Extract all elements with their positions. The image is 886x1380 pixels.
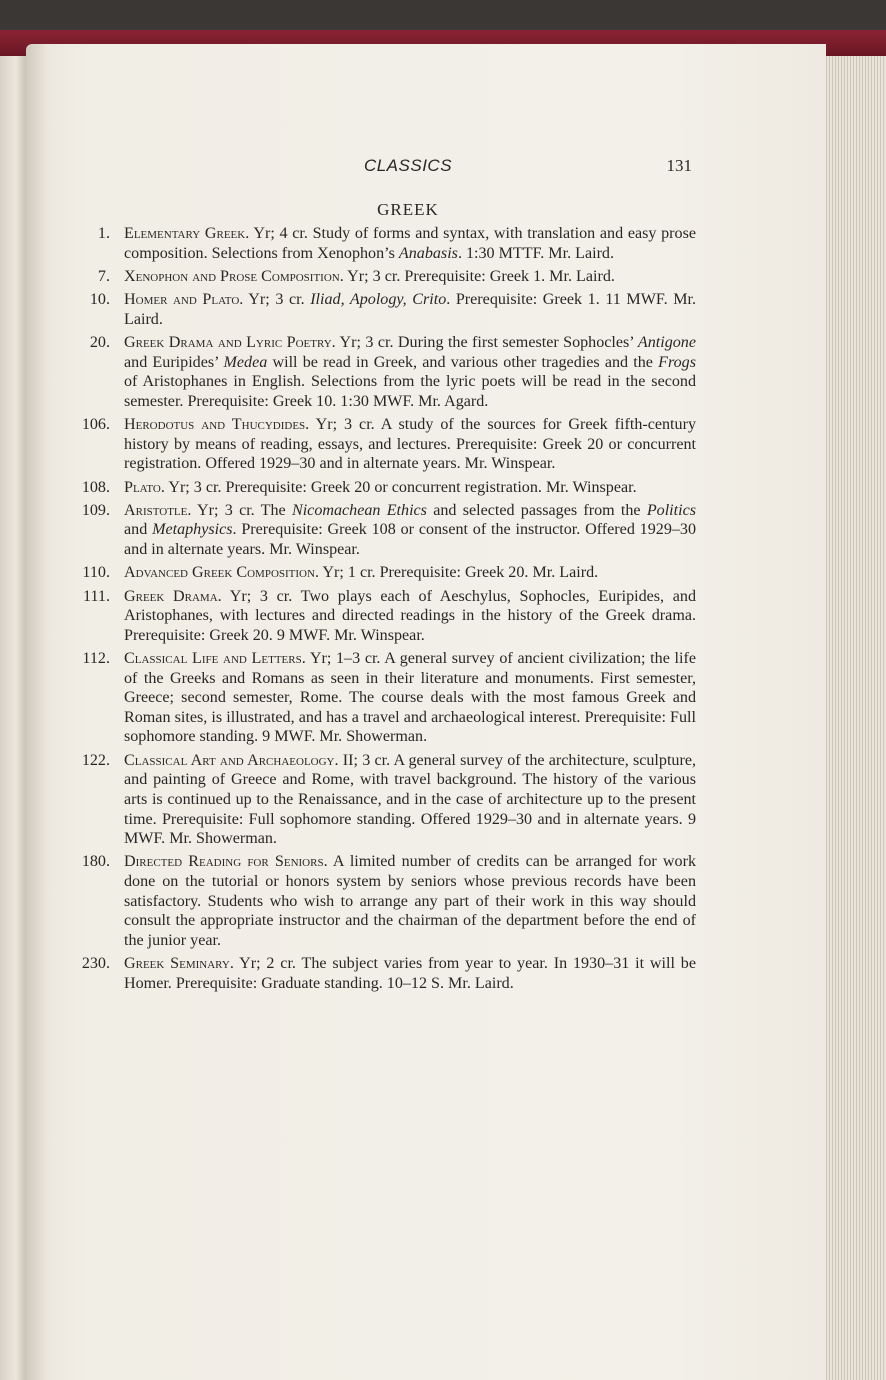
course-entry [74, 333, 696, 411]
course-number: 112. [82, 650, 110, 668]
work-title: Anabasis [398, 244, 458, 262]
course-number: 109. [81, 501, 110, 519]
course-entry [74, 852, 696, 950]
course-number: 7. [97, 267, 110, 285]
course-title: Classical Art and Archaeology. [124, 751, 339, 769]
course-text-segment: Yr; 3 cr. The [191, 501, 292, 519]
course-text-segment: Yr; 3 cr. [243, 291, 311, 309]
course-description [124, 954, 696, 993]
course-text-segment: . Prerequisite: Greek 108 or consent of the instructor. Offered 1929–30 and in alternate years. Mr. Winspear. [124, 521, 697, 559]
course-entry [74, 563, 696, 583]
course-text-segment: A limited number of credits can be arranged for work done on the tutorial or honors system by seniors whose previous records have been satisfactory. Students who wish to arrange any part of their work in this way should consult the appropriate instructor and the chairman of the department before the end of the junior year. [124, 853, 697, 949]
course-description [124, 649, 696, 747]
course-number: 106. [81, 416, 110, 434]
page-header [120, 156, 696, 182]
course-text-segment: and Euripides’ [124, 353, 224, 371]
course-entry [74, 415, 696, 474]
course-text-segment: will be read in Greek, and various other tragedies and the [267, 353, 659, 371]
course-text-segment: Yr; 3 cr. Prerequisite: Greek 1. Mr. Laird. [343, 267, 615, 285]
course-number: 111. [83, 587, 110, 605]
course-description [124, 290, 696, 329]
course-description [124, 478, 696, 498]
course-number: 108. [81, 478, 110, 496]
course-title: Aristotle. [124, 501, 192, 519]
course-text-segment: Yr; 1 cr. Prerequisite: Greek 20. Mr. Laird. [318, 564, 599, 582]
course-text-segment: and selected passages from the [426, 501, 647, 519]
course-description [124, 852, 696, 950]
course-number: 10. [89, 291, 110, 309]
course-text-segment: Yr; 3 cr. Two plays each of Aeschylus, Sophocles, Euripides, and Aristophanes, with lectures and directed readings in the history of the Greek drama. Prerequisite: Greek 20. 9 MWF. Mr. Winspear. [124, 587, 696, 644]
course-number: 110. [82, 564, 110, 582]
course-title: Directed Reading for Seniors. [124, 853, 328, 871]
course-text-segment: . 1:30 MTTF. Mr. Laird. [457, 244, 615, 262]
course-title: Classical Life and Letters. [124, 650, 306, 668]
course-entry [74, 954, 696, 993]
course-title: Herodotus and Thucydides. [124, 416, 310, 434]
course-text-segment: Yr; 3 cr. During the first semester Sophocles’ [335, 334, 638, 352]
work-title: Antigone [637, 334, 696, 352]
course-text-segment: of Aristophanes in English. Selections from the lyric poets will be read in the second semester. Prerequisite: Greek 10. 1:30 MWF. Mr. Agard. [124, 373, 696, 410]
course-title: Greek Drama. [124, 587, 222, 605]
course-text-segment: Yr; 1–3 cr. A general survey of ancient civilization; the life of the Greeks and Romans as seen in their literature and monuments. First semester, Greece; second semester, Rome. The course deals with the most famous Greek and Roman sites, is illustrated, and has a travel and archaeological interest. Prerequisite: Full sophomore standing. 9 MWF. Mr. Showerman. [124, 650, 696, 746]
work-title: Medea [223, 353, 268, 371]
course-text-segment: . Prerequisite: Greek 1. 11 MWF. Mr. Laird. [124, 291, 696, 328]
page-number: 131 [666, 156, 692, 175]
course-entry [74, 224, 696, 263]
course-description [124, 501, 696, 560]
course-description [124, 333, 696, 411]
course-title: Advanced Greek Composition. [124, 564, 319, 582]
course-description [124, 587, 696, 646]
course-title: Greek Drama and Lyric Poetry. [124, 334, 336, 352]
course-text-segment: II; 3 cr. A general survey of the architecture, sculpture, and painting of Greece and Rome, with travel background. The history of the various arts is continued up to the Renaissance, and in the case of architecture up to the present time. Prerequisite: Full sophomore standing. Offered 1929–30 and in alternate years. 9 MWF. Mr. Showerman. [124, 751, 696, 848]
course-text-segment: and [124, 521, 153, 539]
course-list [74, 224, 696, 997]
course-entry [74, 751, 696, 849]
course-text-segment: Yr; 3 cr. Prerequisite: Greek 20 or concurrent registration. Mr. Winspear. [164, 478, 637, 496]
course-entry [74, 587, 696, 646]
course-entry [74, 649, 696, 747]
running-title: CLASSICS [363, 156, 453, 175]
work-title: Iliad, Apology, Crito [310, 291, 447, 309]
course-text-segment: Yr; 3 cr. A study of the sources for Greek fifth-century history by means of reading, essays, and lectures. Prerequisite: Greek 20 or concurrent registration. Offered 1929–30 and in alternate years. Mr. Winspear. [124, 416, 696, 473]
course-number: 230. [81, 955, 110, 973]
course-entry [74, 478, 696, 498]
course-description [124, 751, 696, 849]
section-heading: GREEK [377, 200, 439, 219]
course-description [124, 415, 696, 474]
course-title: Elementary Greek. [124, 225, 250, 242]
work-title: Nicomachean Ethics [291, 501, 427, 519]
work-title: Politics [646, 501, 696, 519]
course-title: Plato. [124, 478, 165, 496]
course-description [124, 224, 696, 263]
course-number: 1. [97, 225, 110, 242]
course-title: Homer and Plato. [124, 291, 244, 309]
course-text-segment: Yr; 4 cr. Study of forms and syntax, with translation and easy prose composition. Selections from Xenophon’s [124, 225, 696, 262]
course-entry [74, 501, 696, 560]
course-description [124, 563, 696, 583]
course-number: 20. [89, 334, 110, 352]
work-title: Frogs [658, 353, 696, 371]
page-stack-edges [820, 56, 886, 1380]
facing-page-edge [0, 56, 27, 1380]
course-entry [74, 267, 696, 287]
course-text-segment: Yr; 2 cr. The subject varies from year to year. In 1930–31 it will be Homer. Prerequisite: Graduate standing. 10–12 S. Mr. Laird. [124, 955, 696, 992]
course-description [124, 267, 696, 287]
course-title: Greek Seminary. [124, 955, 234, 973]
course-entry [74, 290, 696, 329]
course-number: 180. [81, 853, 110, 871]
course-number: 122. [81, 751, 110, 769]
course-title: Xenophon and Prose Composition. [124, 267, 344, 285]
work-title: Metaphysics [152, 521, 233, 539]
